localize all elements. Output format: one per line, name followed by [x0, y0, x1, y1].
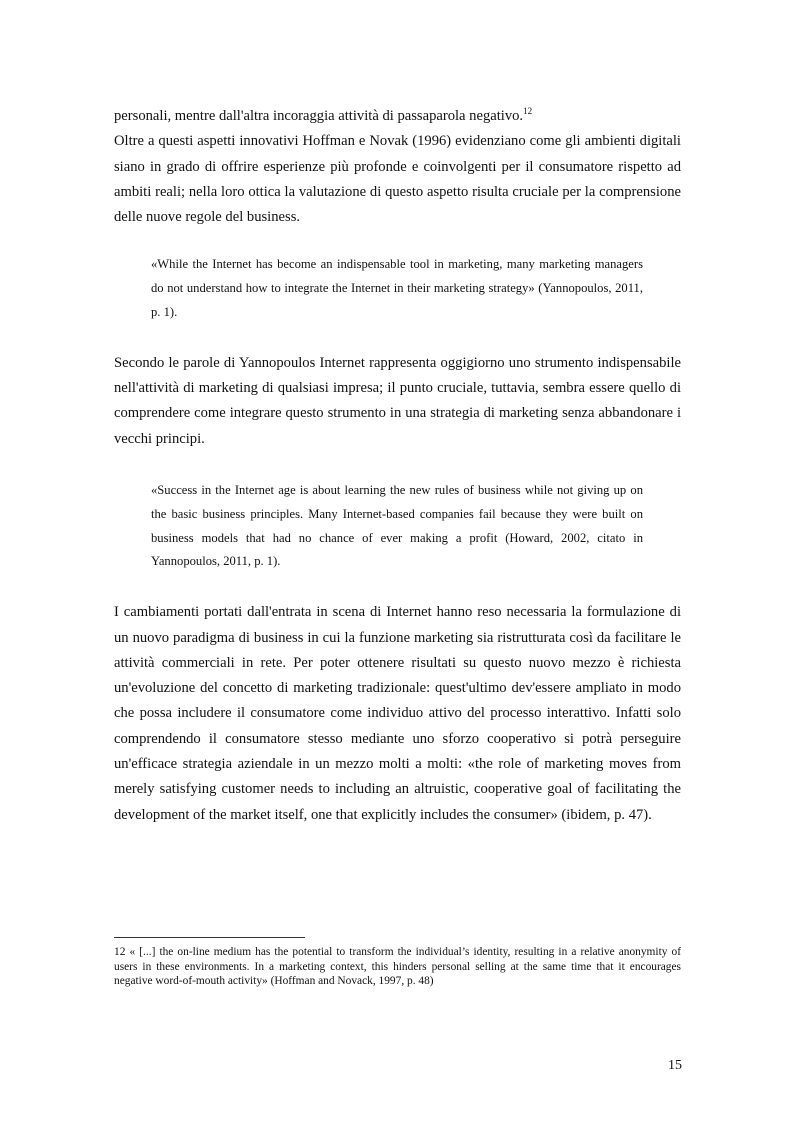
paragraph-hoffman-novak: Oltre a questi aspetti innovativi Hoffman e Novak (1996) evidenziano come gli ambienti digitali siano in grado di offrire esperienze più profonde e coinvolgenti per il consumatore rispetto ad ambiti reali; nella loro ottica la valutazione di questo aspetto risulta cruciale per la comprensione delle nuove regole del business. [114, 133, 681, 226]
block-quote-yannopoulos: «While the Internet has become an indispensable tool in marketing, many marketing managers do not understand how to integrate the Internet in their marketing strategy» (Yannopoulos, 2011, p. 1). [151, 257, 643, 320]
footnote-12: 12 « [...] the on-line medium has the potential to transform the individual’s identity, resulting in a relative anonymity of users in these environments. In a marketing context, this hinders personal selling at the same time that it encourages negative word-of-mouth activity» (Hoffman and Novack, 1997, p. 48) [114, 946, 681, 988]
footnote-reference[interactable]: 12 [523, 106, 533, 116]
page-number: 15 [668, 1058, 682, 1073]
paragraph-yannopoulos: Secondo le parole di Yannopoulos Internet rappresenta oggigiorno uno strumento indispensabile nell'attività di marketing di qualsiasi impresa; il punto cruciale, tuttavia, sembra essere quello di comprendere come integrare questo strumento in una strategia di marketing senza abbandonare i vecchi principi. [114, 354, 681, 447]
paragraph-continuation [114, 104, 681, 129]
footnote-separator [114, 937, 305, 938]
page-body [114, 104, 681, 828]
block-quote-howard: «Success in the Internet age is about learning the new rules of business while not giving up on the basic business principles. Many Internet-based companies fail because they were built on business models that had no chance of ever making a profit (Howard, 2002, citato in Yannopoulos, 2011, p. 1). [151, 483, 643, 569]
paragraph-new-paradigm: I cambiamenti portati dall'entrata in scena di Internet hanno reso necessaria la formulazione di un nuovo paradigma di business in cui la funzione marketing sia ristrutturata così da facilitare le attività commerciali in rete. Per poter ottenere risultati su questo nuovo mezzo è richiesta un'evoluzione del concetto di marketing tradizionale: quest'ultimo dev'essere ampliato in modo che possa includere il consumatore come individuo attivo del processo interattivo. Infatti solo comprendendo il consumatore stesso mediante uno sforzo cooperativo si potrà perseguire un'efficace strategia aziendale in un mezzo molti a molti: «the role of marketing moves from merely satisfying customer needs to including an altruistic, cooperative goal of facilitating the development of the market itself, one that explicitly includes the consumer» (ibidem, p. 47). [114, 604, 681, 823]
paragraph-continuation-text: personali, mentre dall'altra incoraggia attività di passaparola negativo. [114, 108, 524, 124]
